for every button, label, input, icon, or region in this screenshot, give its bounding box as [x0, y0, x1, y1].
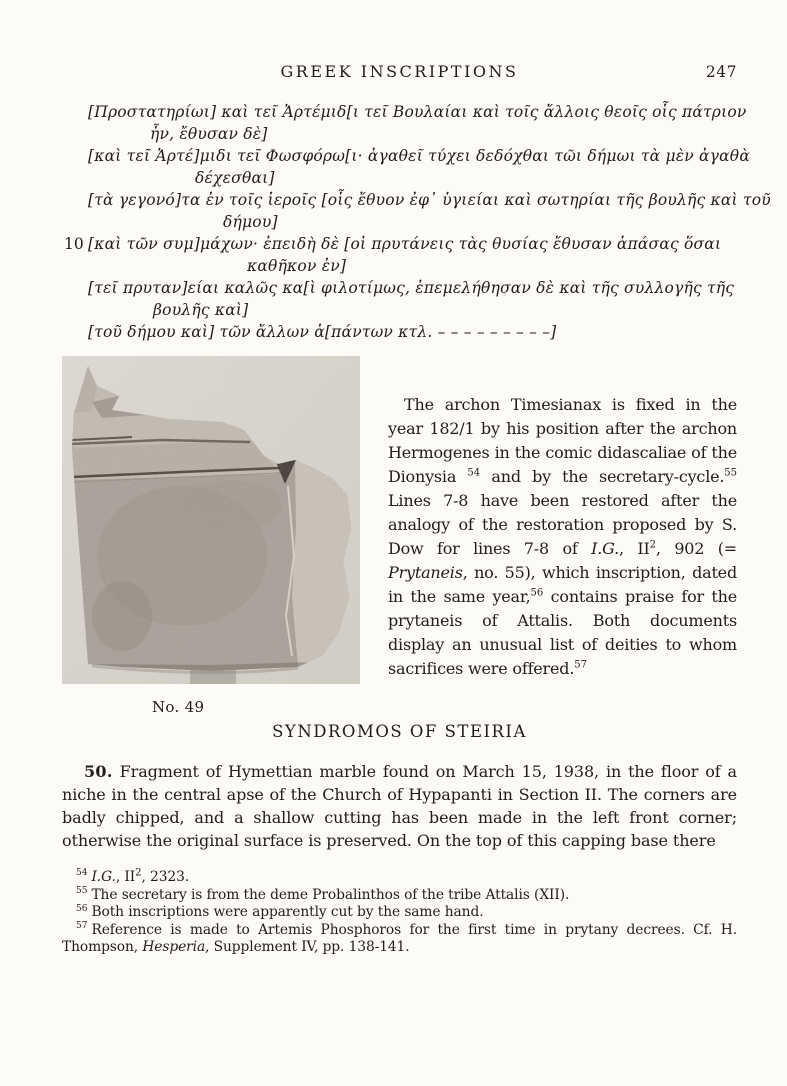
- line-number-label: 10: [64, 235, 84, 253]
- footnote-text: Both inscriptions were apparently cut by the same hand.: [91, 904, 484, 921]
- greek-text-main: [Προστατηρίωι] καὶ τεῖ Ἀρτέμιδ[ι τεῖ Βουλαίαι καὶ τοῖς ἄλλοις θεοῖς οἷς πάτριον: [88, 103, 747, 121]
- greek-transcription-block: [62, 101, 771, 343]
- footnote-marker: 54: [76, 868, 88, 879]
- figure-and-commentary: [62, 356, 737, 716]
- footnote: [62, 869, 737, 887]
- greek-text-main: [τὰ γεγονό]τα ἐν τοῖς ἱεροῖς [οἷς ἔθυον ἐφ᾽ ὑγιείαι καὶ σωτηρίαι τῆς βουλῆς καὶ τοῦ: [88, 191, 771, 209]
- footnote: [62, 904, 737, 922]
- catalog-entry-paragraph: 50. Fragment of Hymettian marble found on March 15, 1938, in the floor of a niche in the central apse of the Church of Hypapanti in Section II. The corners are badly chipped, and a shallow cutting has been made in the left front corner; otherwise the original surface is preserved. On the top of this capping base there: [62, 762, 737, 850]
- greek-line: [62, 101, 747, 145]
- figure-caption: No. 49: [152, 698, 205, 716]
- greek-text-continuation: ἦν, ἔθυσαν δὲ]: [150, 125, 268, 143]
- footnote-marker: 55: [76, 886, 88, 896]
- footnote: [62, 922, 737, 957]
- greek-text-main: [καὶ τῶν συμ]μάχων· ἐπειδὴ δὲ [οἱ πρυτάνεις τὰς θυσίας ἔθυσαν ἁπάσας ὅσαι: [88, 235, 722, 253]
- greek-text-continuation: δέχεσθαι]: [195, 169, 275, 187]
- marble-fragment-photo: [62, 356, 360, 684]
- footnotes-block: [62, 869, 737, 957]
- greek-line: [62, 277, 737, 321]
- footnote: [62, 887, 737, 905]
- greek-text-continuation: καθῆκον ἐν]: [247, 257, 347, 275]
- footnote-marker: 57: [76, 921, 88, 932]
- greek-line: [62, 189, 771, 233]
- greek-text-main: [καὶ τεῖ Ἀρτέ]μιδι τεῖ Φωσφόρω[ι· ἀγαθεῖ τύχει δεδόχθαι τῶι δήμωι τὰ μὲν ἀγαθὰ: [88, 147, 750, 165]
- greek-line: [62, 233, 737, 277]
- marble-fragment-illustration: [62, 356, 360, 684]
- page-header-title: GREEK INSCRIPTIONS: [280, 62, 519, 81]
- greek-text-continuation: βουλῆς καὶ]: [153, 301, 249, 319]
- document-page: [0, 62, 787, 1086]
- greek-text-continuation: δήμου]: [223, 213, 278, 231]
- footnote-marker: 56: [76, 903, 88, 914]
- footnote-text: I.G., $II^2$, 2323.: [91, 867, 190, 885]
- greek-line: [62, 321, 737, 343]
- greek-text-main: [τοῦ δήμου καὶ] τῶν ἄλλων ἁ[πάντων κτλ. – – – – – – – – –]: [88, 323, 557, 341]
- footnote-text: The secretary is from the deme Probalinthos of the tribe Attalis (XII).: [91, 886, 570, 903]
- greek-line: [62, 145, 750, 189]
- commentary-paragraph: The archon Timesianax is fixed in the year 182/1 by his position after the archon Hermogenes in the comic didascaliae of the Dionysia $^{54}$ and by the secretary-cycle.$^{55}$ Lines 7-8 have been restored after the analogy of the restoration proposed by S. Dow for lines 7-8 of I.G., $II^2$, 902 (= Prytaneis, no. 55), which inscription, dated in the same year,$^{56}$ contains praise for the prytaneis of Attalis. Both documents display an unusual list of deities to whom sacrifices were offered.$^{57}$: [388, 395, 737, 678]
- page-number: 247: [705, 63, 737, 81]
- greek-text-main: [τεῖ πρυταν]είαι καλῶς κα[ὶ φιλοτίμως, ἐπεμελήθησαν δὲ καὶ τῆς συλλογῆς τῆς: [88, 279, 735, 297]
- footnote-text: Reference is made to Artemis Phosphoros for the first time in prytany decrees. Cf. H. Thompson, Hesperia, Supplement IV, pp. 138-141.: [62, 921, 737, 956]
- running-head: [62, 62, 737, 82]
- inscription-photo-figure: [62, 356, 360, 716]
- section-heading: SYNDROMOS OF STEIRIA: [272, 722, 527, 741]
